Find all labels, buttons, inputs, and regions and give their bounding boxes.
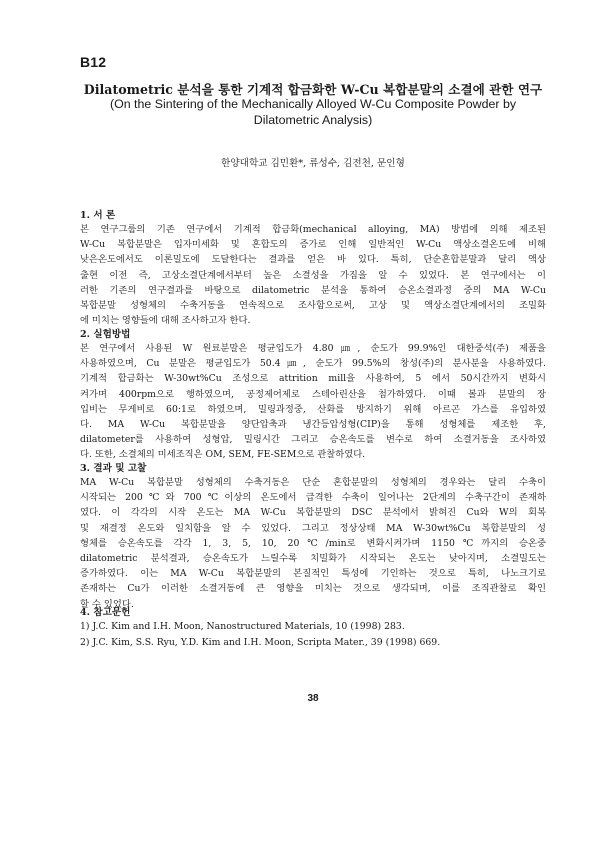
body-line: 할 수 있었다. [80, 598, 134, 610]
body-line: 러한 기존의 연구결과를 바탕으로 dilatometric 분석을 통하여 승온소결과정 중의 MA W-Cu [80, 284, 546, 296]
body-line: 존재하는 Cu가 이러한 소결거동에 큰 영향을 미치는 것으로 생각되며, 이를 조직관찰로 확인 [80, 583, 546, 595]
section-methods [80, 328, 546, 463]
body-line: 본 연구그룹의 기존 연구에서 기계적 합금화(mechanical alloying, MA) 방법에 의해 제조된 [80, 224, 546, 235]
body-line: 였다. 이 각각의 시작 온도는 MA W-Cu 복합분말의 DSC 분석에서 밝혀진 Cu와 W의 회복 [80, 507, 546, 519]
body-line: 사용하였으며, Cu 분말은 평균입도가 50.4㎛, 순도가 99.5%의 창성(주)의 분사분을 사용하였다. [80, 358, 546, 370]
body-line: W-Cu 복합분말은 입자미세화 및 혼합도의 증가로 인해 일반적인 W-Cu 액상소결온도에 비해 [80, 239, 546, 251]
abstract-code: B12 [80, 54, 107, 70]
section-results [80, 462, 546, 612]
section-introduction [80, 209, 546, 328]
section-title: 3. 결과 및 고찰 [80, 463, 147, 474]
section-references [80, 606, 546, 651]
body-line: MA W-Cu 복합분말 성형체의 수축거동은 단순 혼합분말의 성형체의 경우와는 달리 수축이 [80, 477, 546, 488]
title-english: (On the Sintering of the Mechanically Alloyed W-Cu Composite Powder by Dilatometric Analysis) [109, 97, 517, 127]
body-line: 시작되는 200℃와 700℃이상의 온도에서 급격한 수축이 일어나는 2단계의 수축구간이 존재하 [80, 492, 546, 504]
title-korean: Dilatometric 분석을 통한 기계적 합금화한 W-Cu 복합분말의 소결에 관한 연구 [83, 82, 543, 97]
body-line: dilatometric 분석결과, 승온속도가 느릴수록 치밀화가 시작되는 온도는 낮아지며, 소결밀도는 [80, 553, 546, 565]
body-line: 형체를 승온속도를 각각 1, 3, 5, 10, 20℃/min로 변화시켜가며 1150℃까지의 승온중 [80, 537, 546, 549]
section-body [80, 475, 546, 612]
body-line: 켜가며 400rpm으로 행하였으며, 공정제어제로 스테아린산을 첨가하였다. 이때 볼과 분말의 장 [80, 388, 546, 400]
authors-affiliation: 한양대학교 김민환*, 류성수, 김전천, 문인형 [221, 158, 405, 169]
section-body [80, 341, 546, 463]
body-line: 복합분말 성형체의 수축거동을 연속적으로 조사함으로써, 고상 및 액상소결단계에서의 조밀화 [80, 300, 546, 312]
body-line: 다. 또한, 소결체의 미세조직은 OM, SEM, FE-SEM으로 관찰하였다. [80, 449, 366, 461]
body-line: 다. MA W-Cu 복합분말을 양단압축과 냉간등압성형(CIP)을 통해 성형체를 제조한 후, [80, 419, 546, 431]
section-title: 2. 실험방법 [80, 329, 131, 340]
section-title: 4. 참고문헌 [80, 607, 131, 618]
body-line: dilatometer를 사용하여 성형압, 밀링시간 그리고 승온속도를 변수로 하여 소결거동을 조사하였 [80, 434, 546, 446]
body-line: 증가하였다. 이는 MA W-Cu 복합분말의 본질적인 특성에 기인하는 것으로 특히, 나노크기로 [80, 568, 546, 580]
body-line: 및 재결정 온도와 일치함을 알 수 있었다. 그리고 정상상태 MA W-30wt%Cu 복합분말의 성 [80, 522, 546, 534]
body-line: 본 연구에서 사용된 W 원료분말은 평균입도가 4.80㎛, 순도가 99.9%인 대한중석(주) 제품을 [80, 343, 546, 354]
body-line: 기계적 합금화는 W-30wt%Cu 조성으로 attrition mill을 사용하여, 5 에서 50시간까지 변화시 [80, 373, 546, 385]
body-line: 입비는 무게비로 60:1로 하였으며, 밀링과정중, 산화를 방지하기 위해 아르곤 가스를 유입하였 [80, 403, 546, 415]
section-body [80, 222, 546, 328]
body-line: 출현 이전 즉, 고상소결단계에서부터 높은 소결성을 가짐을 알 수 있었다. 본 연구에서는 이 [80, 269, 546, 281]
body-line: 낮은온도에서도 이론밀도에 도달한다는 결과를 얻은 바 있다. 특히, 단순혼합분말과 달리 액상 [80, 254, 546, 266]
reference-item: 1) J.C. Kim and I.H. Moon, Nanostructured Materials, 10 (1998) 283. [80, 621, 405, 632]
reference-list [80, 619, 546, 651]
reference-item: 2) J.C. Kim, S.S. Ryu, Y.D. Kim and I.H. Moon, Scripta Mater., 39 (1998) 669. [80, 637, 441, 648]
body-line: 에 미치는 영향들에 대해 조사하고자 한다. [80, 315, 251, 327]
page-number: 38 [307, 693, 319, 704]
section-title: 1. 서 론 [80, 210, 116, 221]
